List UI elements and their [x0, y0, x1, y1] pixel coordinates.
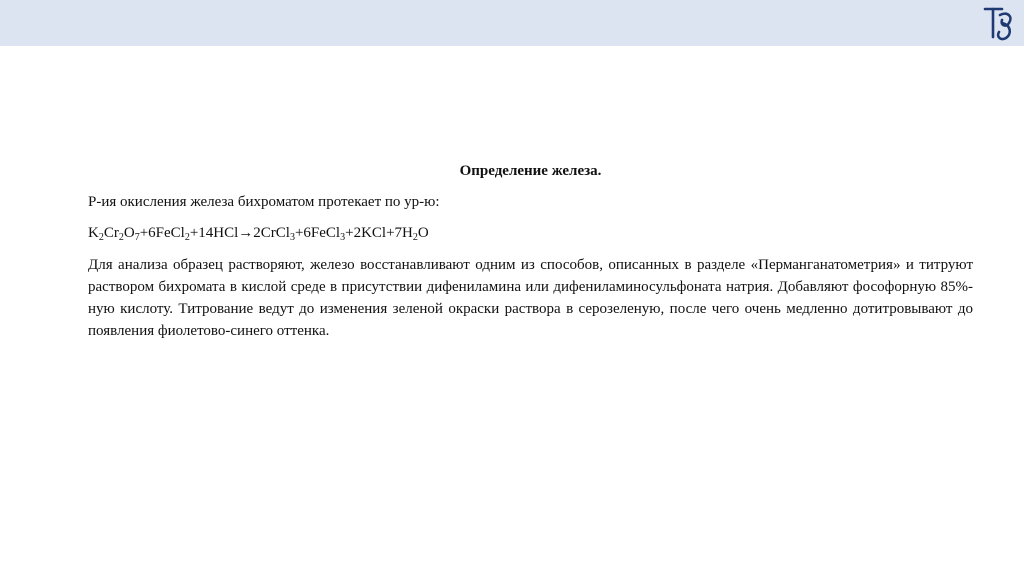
header-band: [0, 0, 1024, 46]
slide-heading: Определение железа.: [459, 163, 602, 179]
equation-subscript: 3: [289, 232, 295, 243]
slide-content: [88, 160, 973, 342]
intro-line: Р-ия окисления железа бихроматом протекает по ур-ю:: [88, 194, 440, 210]
equation-subscript: 2: [412, 232, 418, 243]
equation-part: O: [123, 225, 135, 241]
equation-subscript: 3: [340, 232, 346, 243]
equation-part: +6FeCl: [294, 225, 341, 241]
university-logo-icon: [982, 3, 1016, 43]
equation-part: K: [88, 225, 99, 241]
chemical-equation: [88, 222, 973, 244]
equation-part: O: [417, 225, 429, 241]
equation-subscript: 2: [118, 232, 124, 243]
equation-subscript: 2: [184, 232, 190, 243]
analysis-paragraph: Для анализа образец растворяют, железо восстанавливают одним из способов, описанных в разделе «Перманганатометрия» и титруют раствором бихромата в кислой среде в присутствии дифениламина или дифениламиносульфоната натрия. Добавляют фософорную 85%-ную кислоту. Титрование ведут до изменения зеленой окраски раствора в серозеленую, после чего очень медленно дотитровывают до появления фиолетово-синего оттенка.: [88, 257, 973, 339]
equation-part: Cr: [103, 225, 119, 241]
equation-part: +6FeCl: [139, 225, 185, 241]
equation-subscript: 2: [98, 232, 104, 243]
equation-part: +14HCl→2CrCl: [189, 225, 290, 241]
equation-subscript: 7: [134, 232, 140, 243]
equation-part: +2KCl+7H: [345, 225, 413, 241]
